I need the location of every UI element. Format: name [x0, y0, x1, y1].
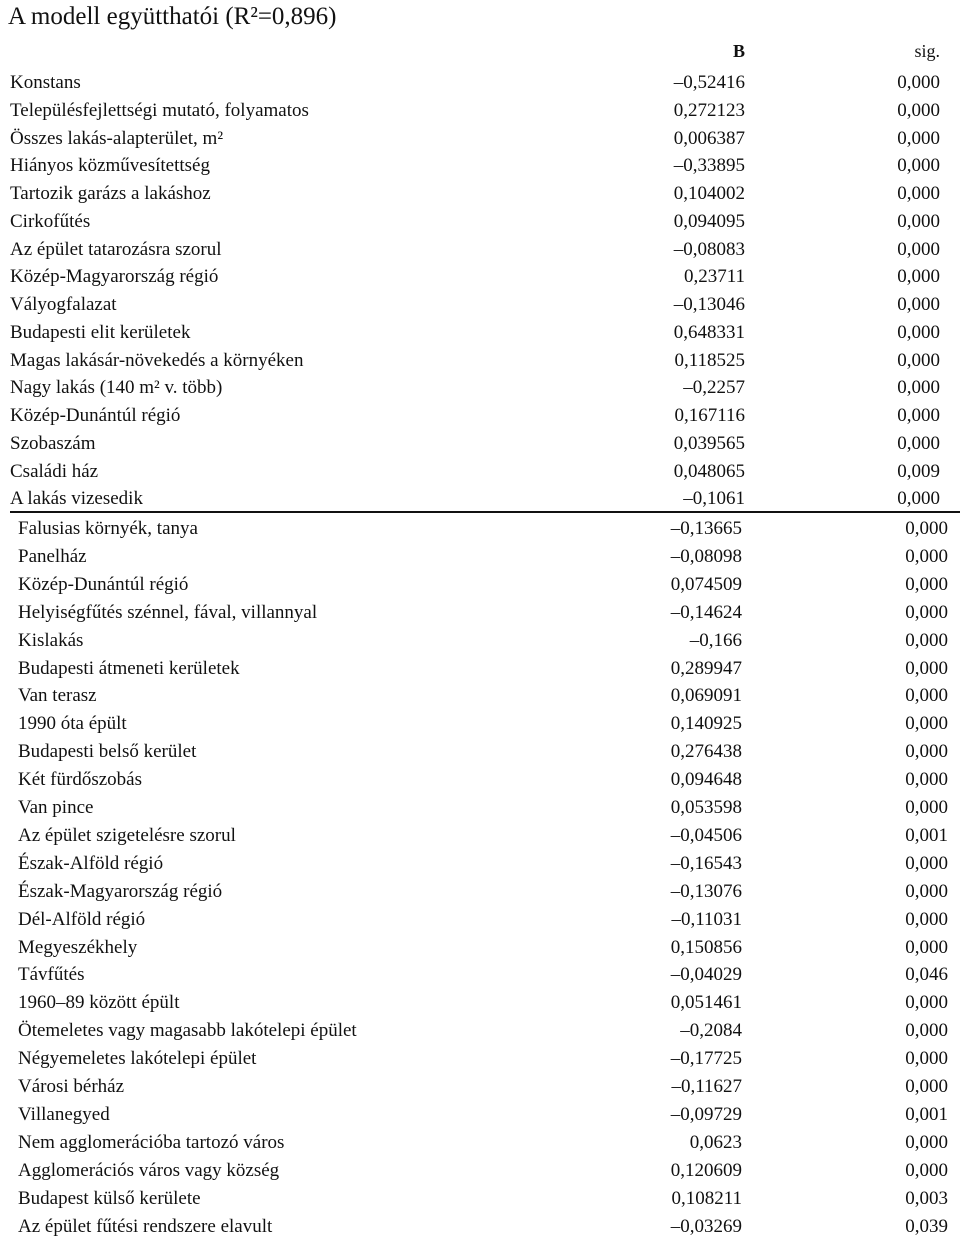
table-row: [0, 934, 960, 961]
row-label: Megyeszékhely: [18, 936, 138, 958]
coefficient-b: –0,13076: [670, 880, 742, 902]
row-label: Észak-Alföld régió: [18, 852, 164, 874]
table-row: [0, 1101, 960, 1128]
coefficient-b: 0,276438: [670, 741, 742, 763]
row-label: Panelház: [18, 545, 87, 567]
row-label: Közép-Dunántúl régió: [18, 573, 189, 595]
table-title: A modell együtthatói (R²=0,896): [8, 3, 337, 30]
table-row: [0, 961, 960, 988]
row-label: Agglomerációs város vagy község: [18, 1159, 280, 1181]
significance: 0,000: [897, 349, 940, 371]
significance: 0,000: [905, 797, 948, 818]
significance: 0,000: [905, 1131, 948, 1153]
significance: 0,000: [905, 852, 948, 874]
table-row: [0, 374, 960, 401]
table-row: [0, 1157, 960, 1184]
significance: 0,000: [897, 432, 940, 454]
significance: 0,000: [905, 601, 948, 623]
row-label: Konstans: [10, 72, 81, 93]
significance: 0,000: [905, 573, 948, 595]
table-row: [0, 906, 960, 933]
significance: 0,000: [905, 908, 948, 930]
row-label: Az épület szigetelésre szorul: [18, 824, 236, 846]
significance: 0,000: [905, 769, 948, 791]
significance: 0,001: [905, 824, 948, 846]
row-label: Nagy lakás (140 m² v. több): [10, 377, 223, 399]
row-label: Nem agglomerációba tartozó város: [18, 1131, 285, 1153]
significance: 0,000: [897, 321, 940, 343]
significance: 0,039: [905, 1215, 948, 1237]
row-label: A lakás vizesedik: [10, 488, 143, 510]
table-row: [0, 402, 960, 429]
coefficient-b: 0,104002: [673, 183, 745, 204]
significance: 0,000: [897, 294, 940, 315]
significance: 0,000: [905, 1020, 948, 1042]
row-label: Közép-Magyarország régió: [10, 266, 219, 288]
row-label: Vályogfalazat: [10, 294, 117, 315]
significance: 0,000: [905, 518, 948, 539]
table-row: [0, 627, 960, 654]
row-label: Dél-Alföld régió: [18, 908, 146, 930]
table-row: [0, 458, 960, 485]
table-row: [0, 878, 960, 905]
row-label: Közép-Dunántúl régió: [10, 405, 181, 426]
table-row: [0, 180, 960, 207]
table-row: [0, 794, 960, 821]
table-row: [0, 69, 960, 96]
significance: 0,000: [905, 1076, 948, 1097]
significance: 0,000: [905, 629, 948, 651]
table-row: [0, 1045, 960, 1072]
coefficient-b: 0,069091: [670, 685, 742, 707]
coefficient-b: 0,289947: [670, 657, 742, 679]
significance: 0,000: [897, 210, 940, 232]
row-label: Hiányos közművesítettség: [10, 155, 210, 177]
coefficient-b: –0,2257: [683, 377, 745, 399]
table-divider: [10, 511, 960, 513]
significance: 0,046: [905, 964, 948, 986]
significance: 0,000: [897, 99, 940, 121]
significance: 0,000: [897, 266, 940, 288]
table-row: [0, 319, 960, 346]
table-row: [0, 97, 960, 124]
significance: 0,000: [905, 713, 948, 735]
row-label: Magas lakásár-növekedés a környéken: [10, 349, 304, 371]
table-row: [0, 1073, 960, 1100]
coefficient-b: –0,16543: [670, 852, 742, 874]
significance: 0,000: [905, 992, 948, 1014]
table-row: [0, 543, 960, 570]
coefficient-b: 0,150856: [670, 936, 742, 958]
coefficient-b: –0,2084: [680, 1020, 742, 1042]
coefficient-b: 0,120609: [670, 1159, 742, 1181]
coefficient-b: 0,272123: [673, 99, 745, 121]
significance: 0,000: [905, 741, 948, 763]
coefficient-b: 0,006387: [673, 127, 745, 149]
significance: 0,000: [897, 72, 940, 93]
row-label: Ötemeletes vagy magasabb lakótelepi épület: [18, 1020, 357, 1042]
table-row: [0, 347, 960, 374]
table-row: [0, 208, 960, 235]
table-row: [0, 430, 960, 457]
row-label: Tartozik garázs a lakáshoz: [10, 183, 211, 204]
coefficient-b: –0,08098: [670, 545, 742, 567]
coefficient-b: –0,04506: [670, 824, 742, 846]
coefficient-b: –0,1061: [683, 488, 745, 510]
significance: 0,000: [905, 657, 948, 679]
row-label: Van pince: [18, 797, 94, 818]
row-label: Falusias környék, tanya: [18, 518, 198, 539]
row-label: Az épület fűtési rendszere elavult: [18, 1215, 273, 1237]
coefficient-b: 0,108211: [671, 1187, 742, 1209]
coefficient-b: –0,52416: [673, 72, 745, 93]
coefficient-b: 0,094648: [670, 769, 742, 791]
coefficient-b: –0,14624: [670, 601, 742, 623]
table-row: [0, 682, 960, 709]
table-row: [0, 822, 960, 849]
coefficient-b: 0,051461: [670, 992, 742, 1014]
row-label: Összes lakás-alapterület, m²: [10, 127, 224, 149]
row-label: Két fürdőszobás: [18, 769, 142, 791]
row-label: Az épület tatarozásra szorul: [10, 238, 222, 260]
coefficient-b: –0,09729: [670, 1103, 742, 1125]
coefficient-b: –0,17725: [670, 1048, 742, 1070]
coefficient-b: 0,039565: [673, 432, 745, 454]
row-label: 1960–89 között épült: [18, 992, 180, 1014]
table-row: [0, 1213, 960, 1240]
row-label: Villanegyed: [18, 1103, 110, 1125]
significance: 0,000: [897, 238, 940, 260]
significance: 0,000: [905, 1048, 948, 1070]
table-row: [0, 485, 960, 512]
coefficient-b: –0,33895: [673, 155, 745, 177]
row-label: Budapesti átmeneti kerületek: [18, 657, 240, 679]
coefficient-b: 0,094095: [673, 210, 745, 232]
coefficient-b: 0,140925: [670, 713, 742, 735]
table-row: [0, 125, 960, 152]
row-label: Cirkofűtés: [10, 210, 91, 232]
table-row: [0, 1017, 960, 1044]
row-label: Négyemeletes lakótelepi épület: [18, 1048, 257, 1070]
row-label: Településfejlettségi mutató, folyamatos: [10, 99, 309, 121]
table-row: [0, 599, 960, 626]
row-label: Szobaszám: [10, 432, 96, 454]
significance: 0,000: [897, 127, 940, 149]
coefficient-b: 0,167116: [674, 405, 745, 426]
coefficient-b: –0,13665: [670, 518, 742, 539]
significance: 0,000: [897, 405, 940, 426]
coefficient-b: –0,04029: [670, 964, 742, 986]
row-label: Távfűtés: [18, 964, 85, 986]
row-label: Családi ház: [10, 460, 99, 482]
significance: 0,000: [905, 685, 948, 707]
significance: 0,000: [897, 377, 940, 399]
coefficient-b: 0,118525: [674, 349, 745, 371]
significance: 0,000: [905, 936, 948, 958]
coefficient-b: –0,11627: [671, 1076, 742, 1097]
significance: 0,001: [905, 1103, 948, 1125]
column-header-sig: sig.: [914, 41, 940, 61]
table-row: [0, 710, 960, 737]
coefficient-b: 0,648331: [673, 321, 745, 343]
table-row: [0, 515, 960, 542]
coefficient-b: 0,0623: [689, 1131, 742, 1153]
row-label: Van terasz: [18, 685, 97, 707]
row-label: Kislakás: [18, 629, 84, 651]
row-label: Helyiségfűtés szénnel, fával, villannyal: [18, 601, 318, 623]
coefficient-b: 0,053598: [670, 797, 742, 818]
coefficient-b: –0,166: [689, 629, 742, 651]
column-header-b: B: [732, 41, 745, 61]
significance: 0,000: [905, 545, 948, 567]
table-row: [0, 766, 960, 793]
table-row: [0, 1129, 960, 1156]
significance: 0,009: [897, 460, 940, 482]
table-row: [0, 1185, 960, 1212]
coefficient-b: –0,13046: [673, 294, 745, 315]
row-label: Budapesti elit kerületek: [10, 321, 191, 343]
table-row: [0, 263, 960, 290]
row-label: 1990 óta épült: [18, 713, 127, 735]
significance: 0,000: [905, 1159, 948, 1181]
table-row: [0, 152, 960, 179]
table-row: [0, 738, 960, 765]
table-row: [0, 291, 960, 318]
table-row: [0, 236, 960, 263]
coefficient-b: –0,11031: [671, 908, 742, 930]
table-row: [0, 655, 960, 682]
coefficient-b: –0,08083: [673, 238, 745, 260]
table-row: [0, 989, 960, 1016]
table-row: [0, 850, 960, 877]
row-label: Budapesti belső kerület: [18, 741, 197, 763]
row-label: Észak-Magyarország régió: [18, 880, 223, 902]
significance: 0,000: [897, 155, 940, 177]
coefficient-b: 0,23711: [683, 266, 745, 288]
row-label: Városi bérház: [18, 1076, 125, 1097]
significance: 0,003: [905, 1187, 948, 1209]
coefficient-b: –0,03269: [670, 1215, 742, 1237]
significance: 0,000: [897, 183, 940, 204]
table-row: [0, 571, 960, 598]
row-label: Budapest külső kerülete: [18, 1187, 201, 1209]
coefficient-b: 0,048065: [673, 460, 745, 482]
significance: 0,000: [905, 880, 948, 902]
significance: 0,000: [897, 488, 940, 510]
coefficient-b: 0,074509: [670, 573, 742, 595]
